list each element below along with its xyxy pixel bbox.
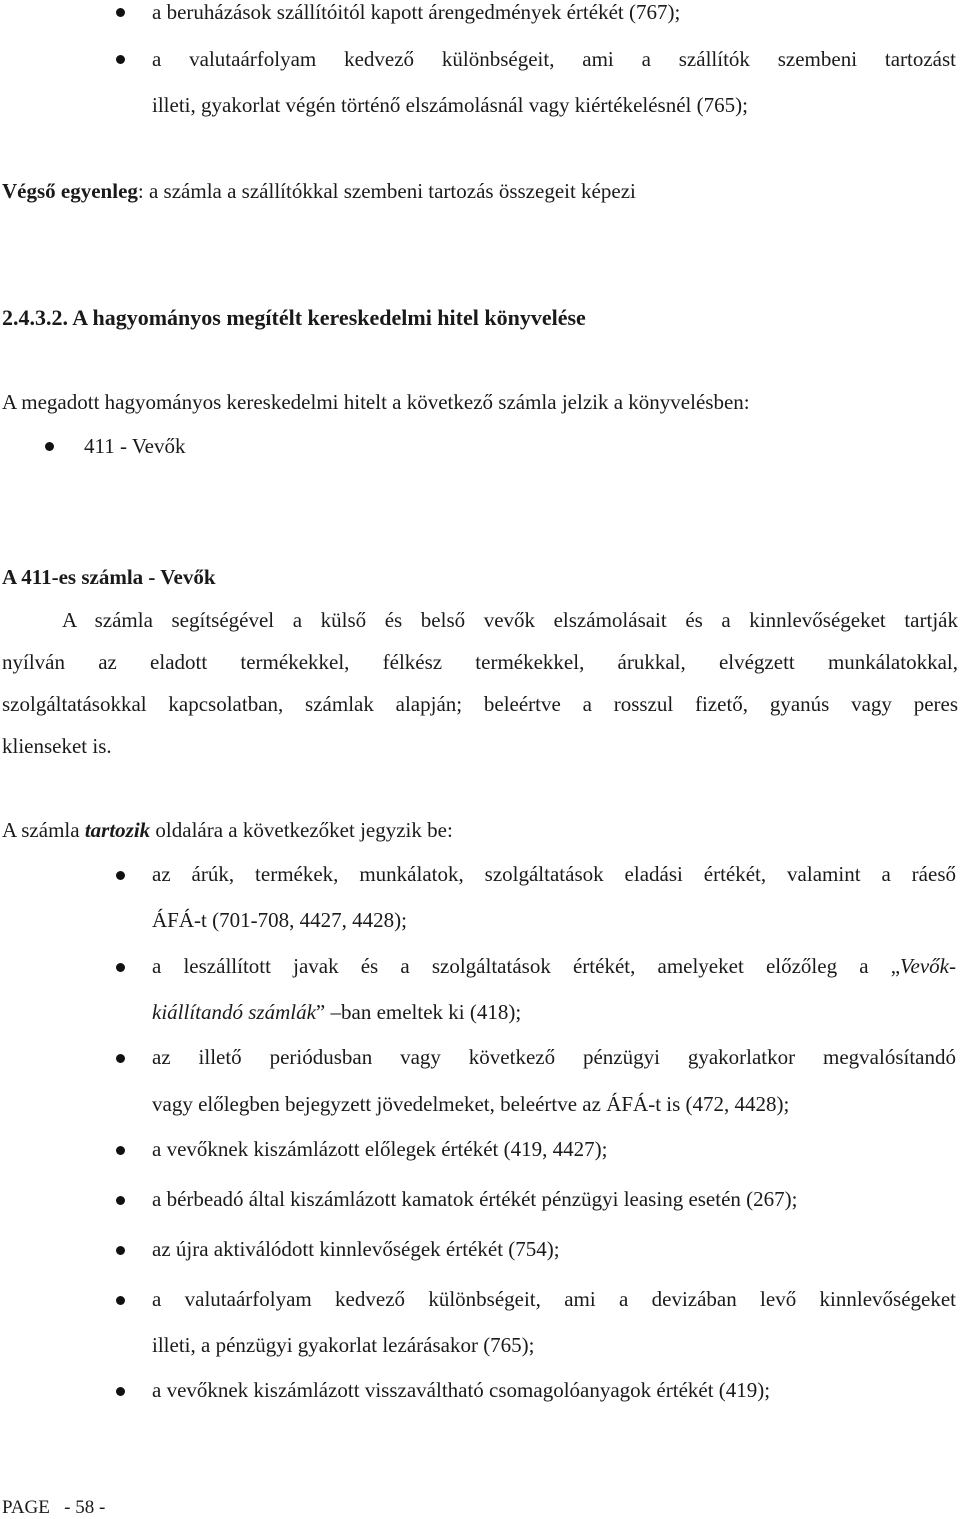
section-heading (2, 305, 586, 331)
list-item: az újra aktiválódott kinnlevőségek értékét (754); (152, 1237, 560, 1261)
intro-list-item: 411 - Vevők (84, 434, 186, 458)
account-paragraph-line: nyílván az eladott termékekkel, félkész termékekkel, árukkal, elvégzett munkálatokkal, (2, 650, 958, 674)
bullet (116, 871, 125, 880)
list-item-continuation: illeti, a pénzügyi gyakorlat lezárásakor (765); (152, 1333, 535, 1357)
list-item: a bérbeadó által kiszámlázott kamatok értékét pénzügyi leasing esetén (267); (152, 1187, 798, 1211)
bullet (45, 442, 54, 451)
page-footer: PAGE - 58 - (2, 1497, 106, 1518)
account-heading: A 411-es számla - Vevők (2, 565, 216, 589)
list-item: a vevőknek kiszámlázott visszaváltható csomagolóanyagok értékét (419); (152, 1378, 771, 1402)
section-number: 2.4.3.2. (2, 305, 68, 330)
list-item: a vevőknek kiszámlázott előlegek értékét (419, 4427); (152, 1137, 608, 1161)
bullet (116, 1246, 125, 1255)
bullet (116, 1296, 125, 1305)
debit-side-intro (2, 818, 453, 843)
debit-intro-before: A számla (2, 818, 85, 842)
list-item-continuation: vagy előlegben bejegyzett jövedelmeket, beleértve az ÁFÁ-t is (472, 4428); (152, 1092, 790, 1116)
bullet (116, 1196, 125, 1205)
bullet (116, 55, 125, 64)
list-item: az árúk, termékek, munkálatok, szolgáltatások eladási értékét, valamint a ráeső (152, 862, 956, 886)
debit-intro-after: oldalára a következőket jegyzik be: (150, 818, 453, 842)
bullet (116, 8, 125, 17)
bullet (116, 963, 125, 972)
list-item-text: ” –ban emeltek ki (418); (315, 1000, 522, 1024)
list-item-continuation: ÁFÁ-t (701-708, 4427, 4428); (152, 908, 407, 932)
list-item-italic: kiállítandó számlák (152, 1000, 316, 1024)
bullet (116, 1054, 125, 1063)
final-balance-line (2, 179, 636, 204)
section-title: A hagyományos megítélt kereskedelmi hitel könyvelése (72, 305, 586, 330)
final-balance-text: : a számla a szállítókkal szembeni tartozás összegeit képezi (137, 179, 636, 203)
list-item-continuation (152, 1000, 521, 1025)
final-balance-label: Végső egyenleg (2, 179, 138, 203)
bullet (116, 1387, 125, 1396)
intro-paragraph: A megadott hagyományos kereskedelmi hitelt a következő számla jelzik a könyvelésben: (2, 390, 750, 414)
list-item: az illető periódusban vagy következő pénzügyi gyakorlatkor megvalósítandó (152, 1045, 956, 1069)
list-item: a valutaárfolyam kedvező különbségeit, ami a szállítók szembeni tartozást (152, 47, 956, 71)
bullet (116, 1146, 125, 1155)
debit-emphasis: tartozik (84, 818, 151, 842)
list-item: a beruházások szállítóitól kapott árengedmények értékét (767); (152, 0, 681, 24)
account-paragraph-line: klienseket is. (2, 734, 112, 758)
list-item (152, 954, 956, 979)
list-item: a valutaárfolyam kedvező különbségeit, ami a devizában levő kinnlevőségeket (152, 1287, 956, 1311)
list-item-continuation: illeti, gyakorlat végén történő elszámolásnál vagy kiértékelésnél (765); (152, 93, 748, 117)
account-paragraph-line: szolgáltatásokkal kapcsolatban, számlak alapján; beleértve a rosszul fizető, gyanús vagy peres (2, 692, 958, 716)
list-item-text: a leszállított javak és a szolgáltatások értékét, amelyeket előzőleg a „ (152, 954, 901, 978)
account-paragraph-line: A számla segítségével a külső és belső vevők elszámolásait és a kinnlevőségeket tartják (62, 608, 958, 632)
list-item-italic: Vevők- (900, 954, 956, 978)
